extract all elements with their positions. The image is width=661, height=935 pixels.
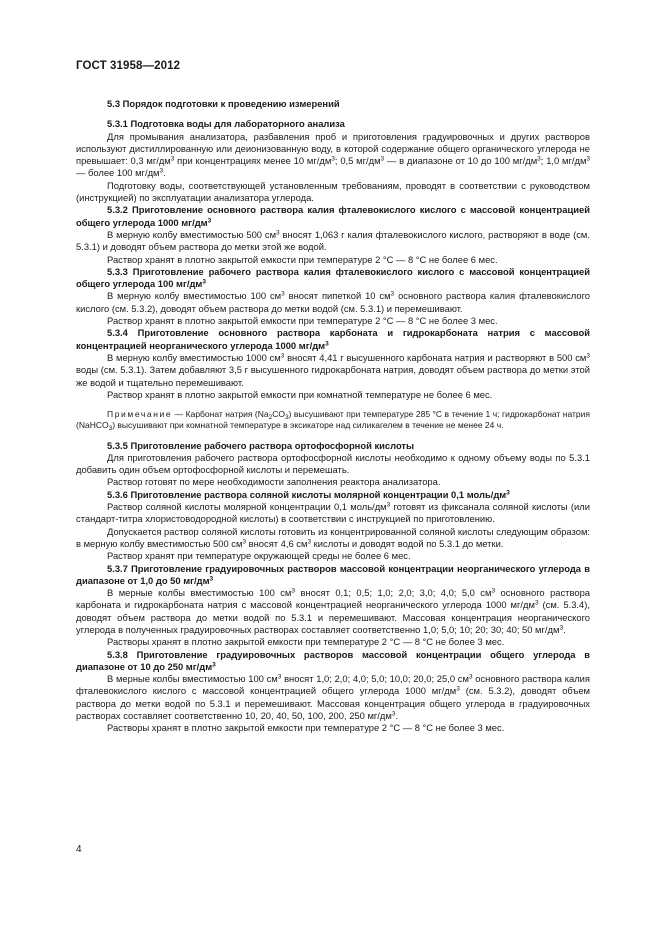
paragraph-5-3-7-storage: Растворы хранят в плотно закрытой емкости при температуре 2 °С — 8 °С не более 3 мес. [107,636,505,648]
section-heading-5-3-1: 5.3.1 Подготовка воды для лабораторного анализа [107,118,345,130]
paragraph-5-3-6-concentrated: Допускается раствор соляной кислоты готовить из концентрированной соляной кислоты следующим образом: в мерную колбу вместимостью 500 $см^3$ вносят 4,6 $см^3$ кислоты и доводят водой по 5.3.1 до метки. [76,525,590,549]
section-heading-5-3: 5.3 Порядок подготовки к проведению измерений [107,98,340,109]
paragraph-5-3-5-usage: Раствор готовят по мере необходимости заполнения реактора анализатора. [107,476,441,488]
paragraph-5-3-3-flask: В мерную колбу вместимостью 100 $см^3$ вносят пипеткой 10 $см^3$ основного раствора калия фталевокислого кислого (см. 5.3.2), доводят объем раствора до метки водой (см. 5.3.1) и перемешивают. [76,290,590,314]
paragraph-5-3-2-flask: В мерную колбу вместимостью 500 $см^3$ вносят 1,063 г калия фталевокислого кислого, растворяют в воде (см. 5.3.1) и доводят объем раствора до метки этой же водой. [76,228,590,253]
paragraph-5-3-4-storage: Раствор хранят в плотно закрытой емкости при комнатной температуре не более 6 мес. [107,388,493,400]
section-heading-5-3-4: 5.3.4 Приготовление основного раствора карбоната и гидрокарбоната натрия с массовой концентрацией неорганического углерода 1000 $мг/дм^3$ [76,327,590,351]
paragraph-5-3-6-fixanal: Раствор соляной кислоты молярной концентрации 0,1 моль/$дм^3$ готовят из фиксанала соляной кислоты (или стандарт-титра хлористоводородной кислоты) в соответствии с инструкцией по приготовлению. [76,501,590,525]
section-heading-5-3-3: 5.3.3 Приготовление рабочего раствора калия фталевокислого кислого с массовой концентрацией общего углерода 100 $мг/дм^3$ [76,265,590,290]
document-header: ГОСТ 31958—2012 [76,60,181,72]
section-heading-5-3-2: 5.3.2 Приготовление основного раствора калия фталевокислого кислого с массовой концентрацией общего углерода 1000 $мг/дм^3$ [76,204,590,228]
paragraph-5-3-6-storage: Раствор хранят при температуре окружающей среды не более 6 мес. [107,550,411,562]
paragraph-5-3-2-storage: Раствор хранят в плотно закрытой емкости при температуре 2 °С — 8 °С не более 6 мес. [107,253,498,265]
paragraph-5-3-8-storage: Растворы хранят в плотно закрытой емкости при температуре 2 °С — 8 °С не более 3 мес. [107,722,505,734]
document-body [76,90,590,735]
paragraph-5-3-1-water: Для промывания анализатора, разбавления проб и приготовления градуировочных и других растворов используют дистиллированную или деионизованную воду, в которой содержание общего органического углерода не превышает: 0,3 $мг/дм^3$ при концентрациях менее 10 $мг/дм^3$; 0,5 $мг/дм^3$ — в диапазоне от 10 до 100 $мг/дм^3$; 1,0 $мг/дм^3$ — более 100 $мг/дм^3$. [76,130,591,179]
note-5-3-4: Примечание — Карбонат натрия $(Na_2CO_3)$ высушивают при температуре 285 °С в течение 1 ч; гидрокарбонат натрия (NaHCO$_3$) высушивают при комнатной температуре в эксикаторе над силикагелем в течение не менее 24 ч. [76,409,590,433]
note-label: Примечание [107,409,173,420]
section-heading-5-3-6: 5.3.6 Приготовление раствора соляной кислоты молярной концентрации 0,1 моль/$дм^3$ [107,488,510,500]
page-number: 4 [76,844,82,855]
paragraph-5-3-4-flask: В мерную колбу вместимостью 1000 $см^3$ вносят 4,41 г высушенного карбоната натрия и растворяют в 500 $см^3$ воды (см. 5.3.1). Затем добавляют 3,5 г высушенного гидрокарбоната натрия, доводят объем раствора до метки этой же водой и тщательно перемешивают. [76,351,590,388]
section-heading-5-3-5: 5.3.5 Приготовление рабочего раствора ортофосфорной кислоты [107,439,415,451]
paragraph-5-3-7-flasks: В мерные колбы вместимостью 100 $см^3$ вносят 0,1; 0,5; 1,0; 2,0; 3,0; 4,0; 5,0 $см^3$ основного раствора карбоната и гидрокарбоната натрия с массовой концентрацией неорганического углерода 1000 $мг/дм^3$ (см. 5.3.4), доводят объем раствора до метки водой по 5.3.1 и перемешивают. Массовая концентрация неорганического углерода в полученных градуировочных растворах составляет соответственно 1,0; 5,0; 10; 20; 30; 40; 50 $мг/дм^3$. [76,587,590,635]
section-heading-5-3-8: 5.3.8 Приготовление градуировочных растворов массовой концентрации общего углерода в диапазоне от 10 до 250 $мг/дм^3$ [76,648,590,672]
paragraph-5-3-3-storage: Раствор хранят в плотно закрытой емкости при температуре 2 °С — 8 °С не более 3 мес. [107,315,498,327]
paragraph-5-3-8-flasks: В мерные колбы вместимостью 100 $см^3$ вносят 1,0; 2,0; 4,0; 5,0; 10,0; 20,0; 25,0 $см^3$ основного раствора калия фталевокислого кислого с массовой концентрацией общего углерода 1000 $мг/дм^3$ (см. 5.3.2), доводят объем раствора до метки водой по 5.3.1 и перемешивают. Массовая концентрация общего углерода в градуировочных растворах составляет соответственно 10, 20, 40, 50, 100, 200, 250 $мг/дм^3$. [76,673,590,722]
paragraph-5-3-1-preparation: Подготовку воды, соответствующей установленным требованиям, проводят в соответствии с руководством (инструкцией) по эксплуатации анализатора углерода. [76,179,590,204]
section-heading-5-3-7: 5.3.7 Приготовление градуировочных растворов массовой концентрации неорганического углерода в диапазоне от 1,0 до 50 $мг/дм^3$ [76,562,590,586]
paragraph-5-3-5-preparation: Для приготовления рабочего раствора ортофосфорной кислоты необходимо к одному объему воды по 5.3.1 добавить один объем ортофосфорной кислоты и перемешать. [76,451,590,476]
